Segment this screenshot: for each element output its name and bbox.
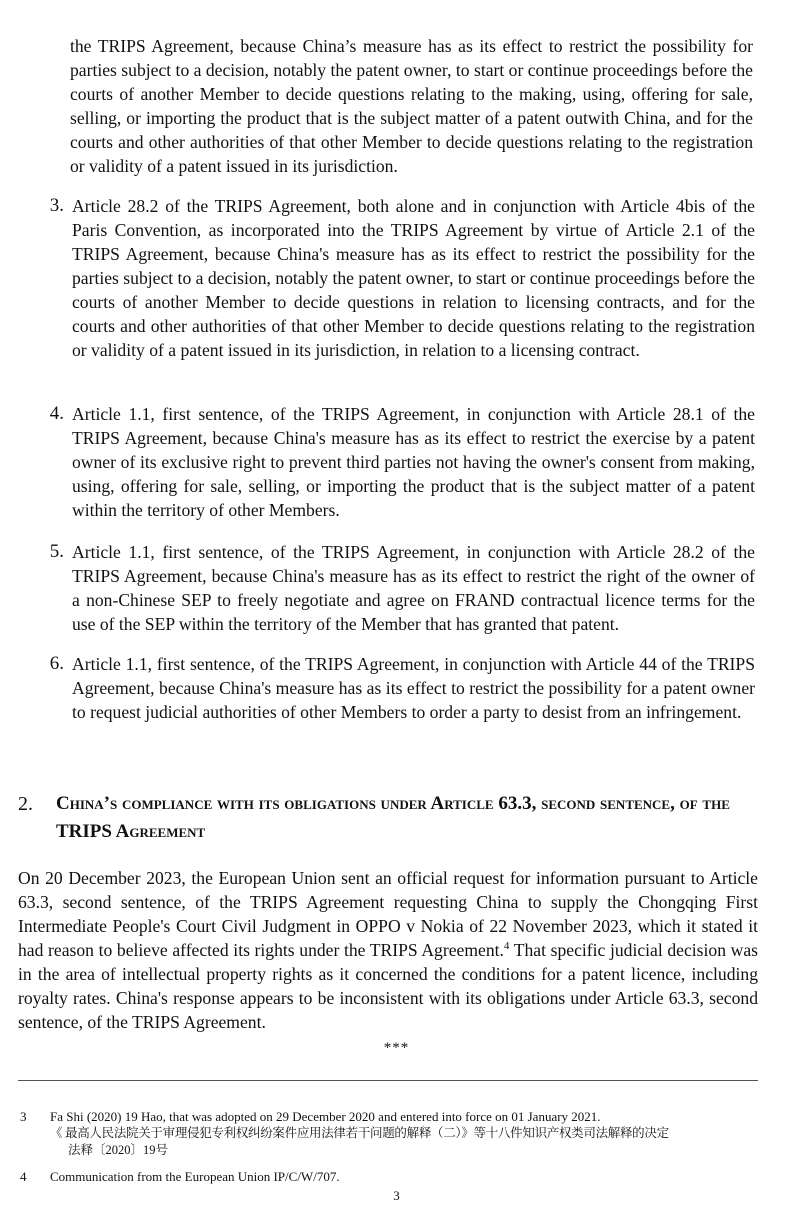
body-text-cont: That specific judicial decision was in the area of intellectual property rights as it concerned the conditions for a patent licence, including royalty rates. China's response appears to be inconsistent with its obligations under Article 63.3, second sentence, of the TRIPS Agreement.: [18, 940, 758, 1032]
footnote-ref[interactable]: 4: [503, 940, 510, 953]
continuation-paragraph: the TRIPS Agreement, because China’s measure has as its effect to restrict the possibility for parties subject to a decision, notably the patent owner, to start or continue proceedings before the courts of another Member to decide questions relating to the making, using, offering for sale, selling, or importing the product that is the subject matter of a patent outwith China, and for the courts and other authorities of that other Member to decide questions relating to the registration or validity of a patent issued in its jurisdiction.: [70, 36, 753, 176]
list-item-number: 6.: [49, 653, 64, 674]
body-paragraph: [18, 866, 758, 1034]
list-item-text: Article 28.2 of the TRIPS Agreement, both alone and in conjunction with Article 4bis of the Paris Convention, as incorporated into the TRIPS Agreement by virtue of Article 2.1 of the TRIPS Agreement, because China's measure has as its effect to restrict the possibility for the parties subject to a decision, notably the patent owner, to start or continue proceedings before the courts of another Member to decide questions in relation to licensing contracts, and for the courts and other authorities of that other Member to decide questions relating to the registration or validity of a patent issued in its jurisdiction, in relation to a licensing contract.: [72, 196, 755, 360]
list-item-number: 5.: [49, 541, 64, 562]
section-number: 2.: [18, 793, 33, 815]
footnote-divider: [18, 1080, 758, 1081]
footnote-text: Communication from the European Union IP/C/W/707.: [50, 1169, 340, 1184]
footnote-text: Fa Shi (2020) 19 Hao, that was adopted on 29 December 2020 and entered into force on 01 January 2021.: [50, 1109, 601, 1124]
body-text: On 20 December 2023, the European Union sent an official request for information pursuant to Article 63.3, second sentence, of the TRIPS Agreement requesting China to supply the Chongqing First Intermediate People's Court Civil Judgment in OPPO v Nokia of 22 November 2023, which it stated it had reason to believe affected its rights under the TRIPS Agreement.: [18, 868, 758, 960]
list-item-number: 3.: [49, 195, 64, 216]
footnote-number: 4: [20, 1169, 27, 1184]
footnote-text-chinese: 《 最高人民法院关于审理侵犯专利权纠纷案件应用法律若干问题的解释（二）》等十八件知识产权类司法解释的决定: [50, 1126, 669, 1140]
section-title: China’s compliance with its obligations under Article 63.3, second sentence, of the TRIPS Agreement: [56, 793, 730, 842]
page-number: 3: [393, 1188, 400, 1203]
list-item-text: Article 1.1, first sentence, of the TRIPS Agreement, in conjunction with Article 28.2 of the TRIPS Agreement, because China's measure has as its effect to restrict the right of the owner of a non-Chinese SEP to freely negotiate and agree on FRAND contractual licence terms for the use of the SEP within the territory of the Member that has granted that patent.: [72, 542, 755, 634]
footnote-number: 3: [20, 1109, 27, 1124]
footnote-text-chinese-ref: 法释〔2020〕19号: [68, 1143, 169, 1157]
list-item-text: Article 1.1, first sentence, of the TRIPS Agreement, in conjunction with Article 44 of the TRIPS Agreement, because China's measure has as its effect to restrict the possibility for a patent owner to request judicial authorities of other Members to order a party to desist from an infringement.: [72, 654, 755, 722]
list-item-number: 4.: [49, 403, 64, 424]
section-separator: ***: [383, 1040, 410, 1056]
list-item-text: Article 1.1, first sentence, of the TRIPS Agreement, in conjunction with Article 28.1 of the TRIPS Agreement, because China's measure has as its effect to restrict the exercise by a patent owner of its exclusive right to prevent third parties not having the owner's consent from making, using, offering for sale, selling, or importing the product that is the subject matter of a patent within the territory of other Members.: [72, 404, 755, 520]
